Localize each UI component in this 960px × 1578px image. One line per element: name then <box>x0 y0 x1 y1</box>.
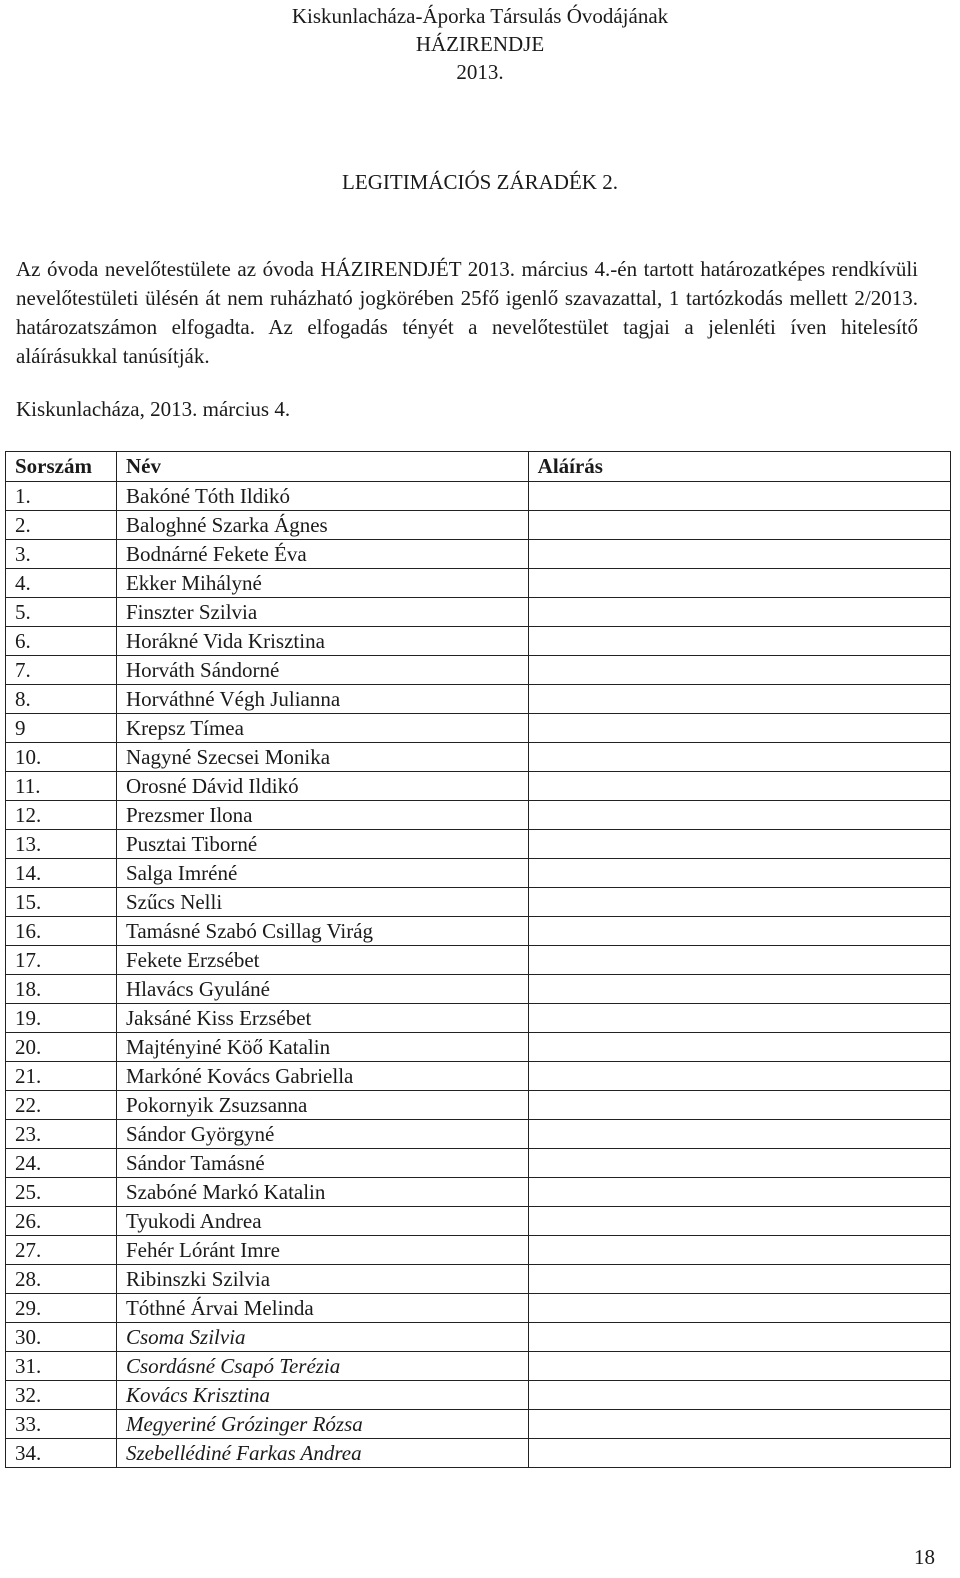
member-name: Bodnárné Fekete Éva <box>116 540 528 569</box>
member-name: Majtényiné Köő Katalin <box>116 1033 528 1062</box>
signature-cell[interactable] <box>528 946 950 975</box>
member-name: Ekker Mihályné <box>116 569 528 598</box>
row-number: 33. <box>6 1410 117 1439</box>
member-name: Orosné Dávid Ildikó <box>116 772 528 801</box>
row-number: 1. <box>6 482 117 511</box>
member-name: Tóthné Árvai Melinda <box>116 1294 528 1323</box>
row-number: 13. <box>6 830 117 859</box>
row-number: 12. <box>6 801 117 830</box>
table-row <box>6 714 951 743</box>
member-name: Hlavács Gyuláné <box>116 975 528 1004</box>
signature-cell[interactable] <box>528 743 950 772</box>
row-number: 20. <box>6 1033 117 1062</box>
signature-cell[interactable] <box>528 482 950 511</box>
member-name: Csordásné Csapó Terézia <box>116 1352 528 1381</box>
table-row <box>6 917 951 946</box>
table-row <box>6 685 951 714</box>
member-name: Megyeriné Grózinger Rózsa <box>116 1410 528 1439</box>
row-number: 28. <box>6 1265 117 1294</box>
table-row <box>6 1352 951 1381</box>
row-number: 22. <box>6 1091 117 1120</box>
row-number: 18. <box>6 975 117 1004</box>
row-number: 6. <box>6 627 117 656</box>
table-row <box>6 656 951 685</box>
signature-cell[interactable] <box>528 1178 950 1207</box>
table-row <box>6 511 951 540</box>
signature-cell[interactable] <box>528 627 950 656</box>
resolution-paragraph: Az óvoda nevelőtestülete az óvoda HÁZIRENDJÉT 2013. március 4.-én tartott határozatképes rendkívüli nevelőtestületi ülésén át nem ruházható jogkörében 25fő igenlő szavazattal, 1 tartózkodás mellett 2/2013. határozatszámon elfogadta. Az elfogadás tényét a nevelőtestület tagjai a jelenléti íven hitelesítő aláírásukkal tanúsítják. <box>16 257 918 368</box>
signature-cell[interactable] <box>528 801 950 830</box>
table-row <box>6 1323 951 1352</box>
row-number: 29. <box>6 1294 117 1323</box>
member-name: Ribinszki Szilvia <box>116 1265 528 1294</box>
table-row <box>6 1410 951 1439</box>
place-and-date: Kiskunlacháza, 2013. március 4. <box>16 397 291 421</box>
header-year: 2013. <box>456 60 504 84</box>
signature-cell[interactable] <box>528 1120 950 1149</box>
table-row <box>6 975 951 1004</box>
signature-cell[interactable] <box>528 917 950 946</box>
row-number: 25. <box>6 1178 117 1207</box>
table-row <box>6 801 951 830</box>
signature-cell[interactable] <box>528 598 950 627</box>
signature-cell[interactable] <box>528 540 950 569</box>
table-row <box>6 1091 951 1120</box>
table-row <box>6 1120 951 1149</box>
member-name: Fehér Lóránt Imre <box>116 1236 528 1265</box>
member-name: Horváth Sándorné <box>116 656 528 685</box>
column-header-number: Sorszám <box>6 452 117 482</box>
table-row <box>6 859 951 888</box>
member-name: Szabóné Markó Katalin <box>116 1178 528 1207</box>
table-row <box>6 743 951 772</box>
table-row <box>6 1236 951 1265</box>
row-number: 24. <box>6 1149 117 1178</box>
member-name: Kovács Krisztina <box>116 1381 528 1410</box>
row-number: 2. <box>6 511 117 540</box>
signature-cell[interactable] <box>528 1033 950 1062</box>
row-number: 15. <box>6 888 117 917</box>
signature-cell[interactable] <box>528 714 950 743</box>
member-name: Tyukodi Andrea <box>116 1207 528 1236</box>
signature-cell[interactable] <box>528 1004 950 1033</box>
member-name: Finszter Szilvia <box>116 598 528 627</box>
signature-cell[interactable] <box>528 511 950 540</box>
signature-cell[interactable] <box>528 1062 950 1091</box>
member-name: Sándor Györgyné <box>116 1120 528 1149</box>
signature-cell[interactable] <box>528 772 950 801</box>
signature-cell[interactable] <box>528 1236 950 1265</box>
signature-cell[interactable] <box>528 1323 950 1352</box>
page-number: 18 <box>914 1545 935 1569</box>
table-row <box>6 1207 951 1236</box>
signature-cell[interactable] <box>528 1091 950 1120</box>
table-row <box>6 1265 951 1294</box>
member-name: Baloghné Szarka Ágnes <box>116 511 528 540</box>
table-row <box>6 569 951 598</box>
table-row <box>6 540 951 569</box>
row-number: 7. <box>6 656 117 685</box>
member-name: Tamásné Szabó Csillag Virág <box>116 917 528 946</box>
column-header-name: Név <box>116 452 528 482</box>
table-row <box>6 598 951 627</box>
signature-table <box>5 451 951 1468</box>
member-name: Szebellédiné Farkas Andrea <box>116 1439 528 1468</box>
signature-cell[interactable] <box>528 1149 950 1178</box>
member-name: Salga Imréné <box>116 859 528 888</box>
row-number: 31. <box>6 1352 117 1381</box>
row-number: 27. <box>6 1236 117 1265</box>
member-name: Nagyné Szecsei Monika <box>116 743 528 772</box>
table-row <box>6 1033 951 1062</box>
member-name: Jaksáné Kiss Erzsébet <box>116 1004 528 1033</box>
row-number: 30. <box>6 1323 117 1352</box>
member-name: Horákné Vida Krisztina <box>116 627 528 656</box>
signature-cell[interactable] <box>528 1410 950 1439</box>
table-row <box>6 888 951 917</box>
table-row <box>6 1062 951 1091</box>
table-body <box>6 482 951 1468</box>
signature-cell[interactable] <box>528 1294 950 1323</box>
signature-cell[interactable] <box>528 1439 950 1468</box>
row-number: 10. <box>6 743 117 772</box>
row-number: 26. <box>6 1207 117 1236</box>
header-document-name: HÁZIRENDJE <box>415 32 545 56</box>
member-name: Fekete Erzsébet <box>116 946 528 975</box>
table-row <box>6 1381 951 1410</box>
signature-cell[interactable] <box>528 830 950 859</box>
section-title: LEGITIMÁCIÓS ZÁRADÉK 2. <box>342 170 618 194</box>
row-number: 3. <box>6 540 117 569</box>
table-row <box>6 946 951 975</box>
row-number: 4. <box>6 569 117 598</box>
row-number: 34. <box>6 1439 117 1468</box>
row-number: 17. <box>6 946 117 975</box>
member-name: Pusztai Tiborné <box>116 830 528 859</box>
member-name: Csoma Szilvia <box>116 1323 528 1352</box>
document-header <box>0 2 960 86</box>
row-number: 11. <box>6 772 117 801</box>
signature-cell[interactable] <box>528 656 950 685</box>
table-header-row <box>6 452 951 482</box>
row-number: 32. <box>6 1381 117 1410</box>
row-number: 8. <box>6 685 117 714</box>
member-name: Szűcs Nelli <box>116 888 528 917</box>
row-number: 21. <box>6 1062 117 1091</box>
table-row <box>6 482 951 511</box>
signature-cell[interactable] <box>528 975 950 1004</box>
table-row <box>6 772 951 801</box>
signature-cell[interactable] <box>528 1265 950 1294</box>
column-header-signature: Aláírás <box>528 452 950 482</box>
signature-cell[interactable] <box>528 859 950 888</box>
member-name: Pokornyik Zsuzsanna <box>116 1091 528 1120</box>
signature-cell[interactable] <box>528 1207 950 1236</box>
table-row <box>6 1004 951 1033</box>
signature-cell[interactable] <box>528 569 950 598</box>
member-name: Horváthné Végh Julianna <box>116 685 528 714</box>
row-number: 19. <box>6 1004 117 1033</box>
table-row <box>6 1439 951 1468</box>
member-name: Prezsmer Ilona <box>116 801 528 830</box>
signature-cell[interactable] <box>528 1381 950 1410</box>
table-row <box>6 830 951 859</box>
row-number: 16. <box>6 917 117 946</box>
member-name: Sándor Tamásné <box>116 1149 528 1178</box>
signature-cell[interactable] <box>528 888 950 917</box>
row-number: 23. <box>6 1120 117 1149</box>
signature-cell[interactable] <box>528 1352 950 1381</box>
row-number: 5. <box>6 598 117 627</box>
table-row <box>6 1178 951 1207</box>
table-row <box>6 1149 951 1178</box>
member-name: Bakóné Tóth Ildikó <box>116 482 528 511</box>
member-name: Krepsz Tímea <box>116 714 528 743</box>
member-name: Markóné Kovács Gabriella <box>116 1062 528 1091</box>
signature-cell[interactable] <box>528 685 950 714</box>
header-institution: Kiskunlacháza-Áporka Társulás Óvodájának <box>291 4 669 28</box>
row-number: 14. <box>6 859 117 888</box>
table-row <box>6 1294 951 1323</box>
row-number: 9 <box>6 714 117 743</box>
table-row <box>6 627 951 656</box>
